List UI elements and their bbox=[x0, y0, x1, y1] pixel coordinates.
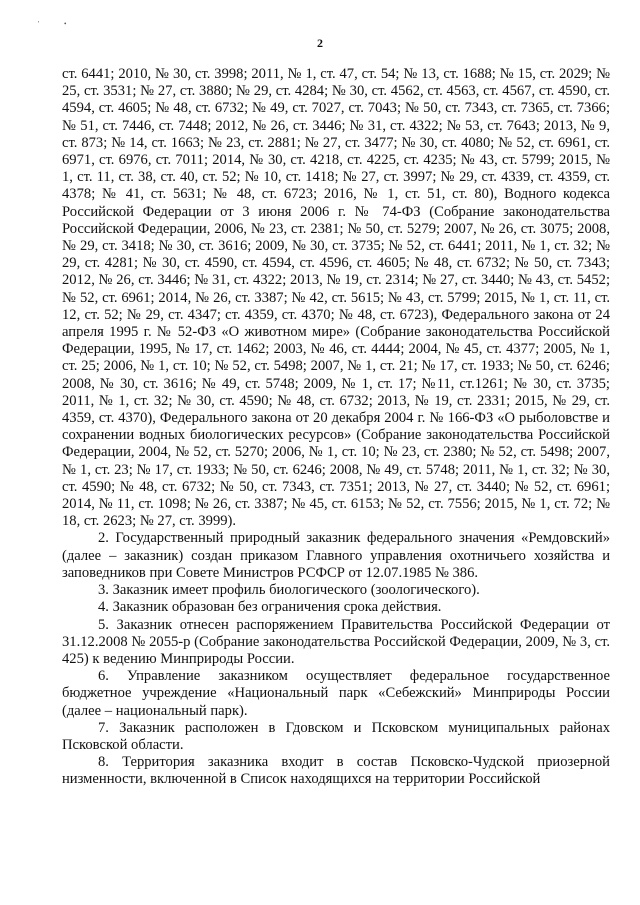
paragraph-item-4: 4. Заказник образован без ограничения срока действия. bbox=[98, 599, 442, 616]
paragraph-continuation: ст. 6441; 2010, № 30, ст. 3998; 2011, № 1, ст. 47, ст. 54; № 13, ст. 1688; № 15, ст. 2029; № 25, ст. 3531; № 27, ст. 3880; № 29, ст. 4284; № 30, ст. 4562, ст. 4563, ст. 4567, ст. 4590, ст. 4594, ст. 4605; № 48, ст. 6732; № 49, ст. 7027, ст. 7043; № 50, ст. 7343, ст. 7365, ст. 7366; № 51, ст. 7446, ст. 7448; 2012, № 26, ст. 3446; № 31, ст. 4322; № 53, ст. 7643; 2013, № 9, ст. 873; № 14, ст. 1663; № 23, ст. 2881; № 27, ст. 3477; № 30, ст. 4080; № 52, ст. 6961, ст. 6971, ст. 6976, ст. 7011; 2014, № 30, ст. 4218, ст. 4225, ст. 4235; № 43, ст. 5799; 2015, № 1, ст. 11, ст. 38, ст. 40, ст. 52; № 10, ст. 1418; № 27, ст. 3997; № 29, ст. 4339, ст. 4359, ст. 4378; № 41, ст. 5631; № 48, ст. 6723; 2016, № 1, ст. 51, ст. 80), Водного кодекса Российской Федерации от 3 июня 2006 г. № 74-ФЗ (Собрание законодательства Российской Федерации, 2006, № 23, ст. 2381; № 50, ст. 5279; 2007, № 26, ст. 3075; 2008, № 29, ст. 3418; № 30, ст. 3616; 2009, № 30, ст. 3735; № 52, ст. 6441; 2011, № 1, ст. 32; № 29, ст. 4281; № 30, ст. 4590, ст. 4594, ст. 4596, ст. 4605; № 48, ст. 6732; № 50, ст. 7343; 2012, № 26, ст. 3446; № 31, ст. 4322; 2013, № 19, ст. 2314; № 27, ст. 3440; № 43, ст. 5452; № 52, ст. 6961; 2014, № 26, ст. 3387; № 42, ст. 5615; № 43, ст. 5799; 2015, № 1, ст. 11, ст. 12, ст. 52; № 29, ст. 4347; ст. 4359, ст. 4370; № 48, ст. 6723), Федерального закона от 24 апреля 1995 г. № 52-ФЗ «О животном мире» (Собрание законодательства Российской Федерации, 1995, № 17, ст. 1462; 2003, № 46, ст. 4444; 2004, № 45, ст. 4377; 2005, № 1, ст. 25; 2006, № 1, ст. 10; № 52, ст. 5498; 2007, № 1, ст. 21; № 17, ст. 1933; № 50, ст. 6246; 2008, № 30, ст. 3616; № 49, ст. 5748; 2009, № 1, ст. 17; №11, ст.1261; № 30, ст. 3735; 2011, № 1, ст. 32; № 30, ст. 4590; № 48, ст. 6732; 2013, № 19, ст. 2331; 2015, № 29, ст. 4359, ст. 4370), Федерального закона от 20 декабря 2004 г. № 166-ФЗ «О рыболовстве и сохранении водных биологических ресурсов» (Собрание законодательства Российской Федерации, 2004, № 52, ст. 5270; 2006, № 1, ст. 10; № 23, ст. 2380; № 52, ст. 5498; 2007, № 1, ст. 23; № 17, ст. 1933; № 50, ст. 6246; 2008, № 49, ст. 5748; 2011, № 1, ст. 32; № 30, ст. 4590; № 48, ст. 6732; № 50, ст. 7343, ст. 7351; 2013, № 27, ст. 3440; № 52, ст. 6961; 2014, № 11, ст. 1098; № 26, ст. 3387; № 45, ст. 6153; № 52, ст. 7556; 2015, № 1, ст. 72; № 18, ст. 2623; № 27, ст. 3999). bbox=[62, 66, 610, 530]
paragraph-item-8: 8. Территория заказника входит в состав Псковско-Чудской приозерной низменности, включенной в Список находящихся на территории Российской bbox=[62, 754, 610, 788]
page-number: 2 bbox=[317, 36, 323, 50]
paragraph-item-5: 5. Заказник отнесен распоряжением Правительства Российской Федерации от 31.12.2008 № 2055-р (Собрание законодательства Российской Федерации, 2009, № 3, ст. 425) к ведению Минприроды России. bbox=[62, 616, 610, 667]
paragraph-item-6: 6. Управление заказником осуществляет федеральное государственное бюджетное учреждение «Национальный парк «Себежский» Минприроды России (далее – национальный парк). bbox=[62, 668, 610, 719]
document-body bbox=[62, 66, 610, 789]
paragraph-item-2: 2. Государственный природный заказник федерального значения «Ремдовский» (далее – заказник) создан приказом Главного управления охотничьего хозяйства и заповедников при Совете Министров РСФСР от 12.07.1985 № 386. bbox=[62, 530, 610, 581]
scan-mark: ' bbox=[38, 20, 40, 28]
paragraph-item-7: 7. Заказник расположен в Гдовском и Псковском муниципальных районах Псковской области. bbox=[62, 719, 610, 753]
paragraph-item-3: 3. Заказник имеет профиль биологического (зоологического). bbox=[98, 582, 480, 599]
scan-mark: • bbox=[64, 20, 67, 28]
